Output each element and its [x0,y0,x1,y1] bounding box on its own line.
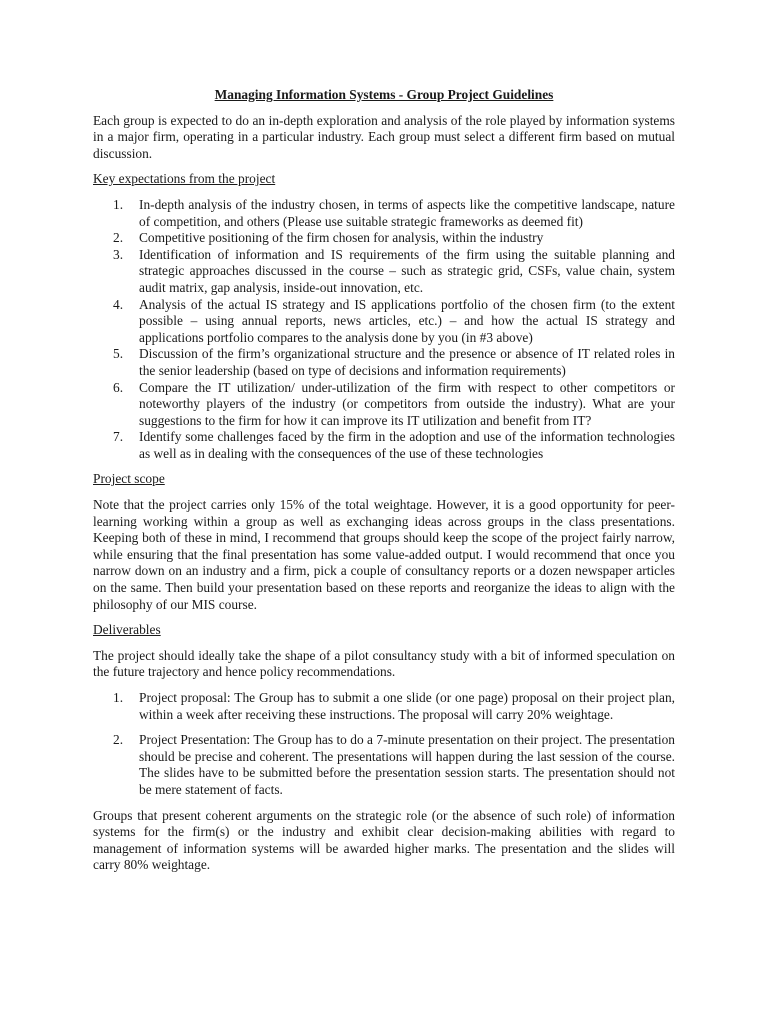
list-item [93,346,675,379]
scope-paragraph: Note that the project carries only 15% of the total weightage. However, it is a good opportunity for peer-learning working within a group as well as exchanging ideas across groups in the class presentations. Keeping both of these in mind, I recommend that groups should keep the scope of the project fairly narrow, while ensuring that the final presentation has some value-added output. I would recommend that once you narrow down on an industry and a firm, pick a couple of consultancy reports or a dozen newspaper articles on the same. Then build your presentation based on these reports and reorganize the ideas to align with the philosophy of our MIS course. [93,497,675,612]
list-text: Competitive positioning of the firm chosen for analysis, within the industry [139,230,544,246]
list-item [93,297,675,347]
list-item [93,197,675,230]
list-item [93,732,675,798]
list-number: 3. [113,246,124,262]
list-item [93,247,675,297]
list-number: 2. [113,732,124,748]
list-item [93,690,675,723]
list-text: In-depth analysis of the industry chosen, in terms of aspects like the competitive landscape, nature of competition, and others (Please use suitable strategic frameworks as deemed fit) [139,196,675,229]
intro-paragraph: Each group is expected to do an in-depth exploration and analysis of the role played by information systems in a major firm, operating in a particular industry. Each group must select a different firm based on mutual discussion. [93,112,675,161]
list-number: 5. [113,346,124,362]
expectations-list [93,197,675,463]
list-item [93,380,675,430]
list-number: 2. [113,230,124,246]
expectations-heading: Key expectations from the project [93,171,276,187]
scope-heading: Project scope [93,471,165,487]
list-text: Discussion of the firm’s organizational structure and the presence or absence of IT related roles in the senior leadership (based on type of decisions and information requirements) [139,346,675,378]
document-title: Managing Information Systems - Group Project Guidelines [214,87,554,102]
deliverables-intro: The project should ideally take the shape of a pilot consultancy study with a bit of informed speculation on the future trajectory and hence policy recommendations. [93,647,675,680]
list-text: Identify some challenges faced by the firm in the adoption and use of the information technologies as well as in dealing with the consequences of the use of these technologies [139,429,675,461]
list-text: Project proposal: The Group has to submit a one slide (or one page) proposal on their project plan, within a week after receiving these instructions. The proposal will carry 20% weightage. [139,690,675,722]
list-text: Compare the IT utilization/ under-utilization of the firm with respect to other competitors or noteworthy players of the industry (or competitors from outside the industry). What are your suggestions to the firm for how it can improve its IT utilization and benefit from IT? [139,379,675,428]
list-number: 1. [113,690,124,705]
list-text: Analysis of the actual IS strategy and IS applications portfolio of the chosen firm (to the extent possible – using annual reports, news articles, etc.) – and how the actual IS strategy and applications portfolio compares to the analysis done by you (in #3 above) [139,296,675,345]
list-item [93,230,675,247]
list-number: 4. [113,296,124,312]
list-item [93,429,675,462]
document-page [93,87,675,883]
deliverables-list [93,690,675,799]
list-number: 6. [113,379,124,395]
list-number: 1. [113,196,124,212]
list-number: 7. [113,429,124,445]
list-text: Project Presentation: The Group has to do a 7-minute presentation on their project. The presentation should be precise and coherent. The presentations will happen during the last session of the course. The slides have to be submitted before the presentation session starts. The presentation should not be mere statement of facts. [139,732,675,797]
closing-paragraph: Groups that present coherent arguments on the strategic role (or the absence of such role) of information systems for the firm(s) or the industry and exhibit clear decision-making abilities with regard to management of information systems will be awarded higher marks. The presentation and the slides will carry 80% weightage. [93,807,675,873]
list-text: Identification of information and IS requirements of the firm using the suitable planning and strategic approaches discussed in the course – such as strategic grid, CSFs, value chain, system audit matrix, gap analysis, inside-out innovation, etc. [139,246,675,295]
deliverables-heading: Deliverables [93,622,161,638]
